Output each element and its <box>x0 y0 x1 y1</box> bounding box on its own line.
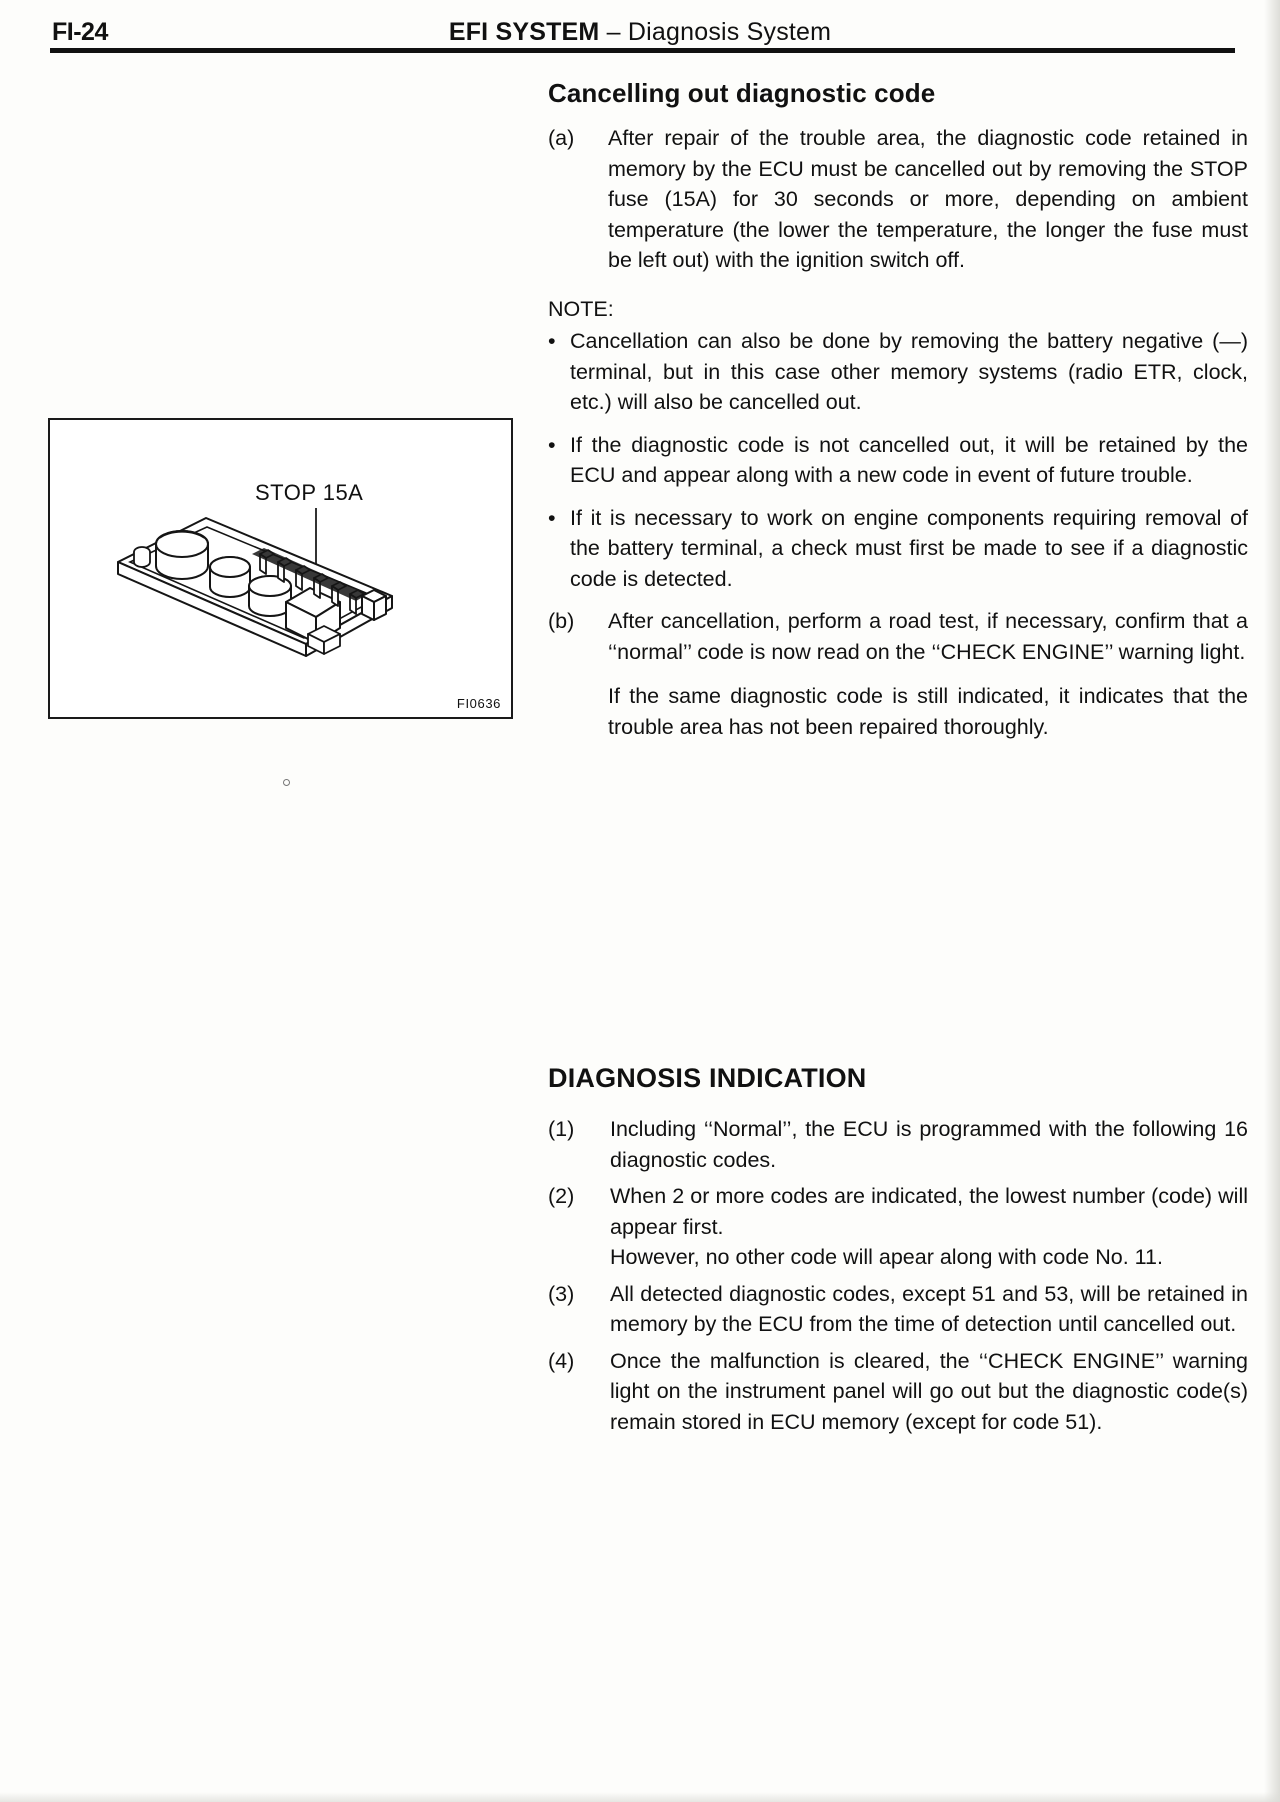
cancelling-heading: Cancelling out diagnostic code <box>548 78 936 108</box>
note-bullet-2-text: If the diagnostic code is not cancelled out, it will be retained by the ECU and appear along with a new code in event of future trouble. <box>570 432 1248 487</box>
fuse-relay-block-icon <box>110 510 400 660</box>
page-number: FI-24 <box>52 18 108 46</box>
bullet-dot-icon: • <box>548 505 556 530</box>
diagnosis-text-3: All detected diagnostic codes, except 51 and 53, will be retained in memory by the ECU from the time of detection until cancelled out. <box>610 1281 1248 1336</box>
list-item-b <box>548 606 1248 742</box>
diagnosis-marker-3: (3) <box>548 1281 575 1306</box>
list-text-b-wrap <box>608 606 1248 742</box>
page-header <box>0 18 1280 62</box>
diagnosis-item-3 <box>548 1279 1248 1340</box>
page-title-system: EFI SYSTEM <box>448 18 600 46</box>
cancelling-section <box>548 78 1248 748</box>
spacer <box>548 282 1248 292</box>
scan-edge-shadow-right <box>1264 0 1280 1802</box>
bullet-dot-icon: • <box>548 432 556 457</box>
header-rule <box>50 48 1235 53</box>
diagnosis-text-2-followup: However, no other code will apear along with code No. 11. <box>610 1245 1163 1269</box>
note-label: NOTE: <box>548 296 614 321</box>
diagnosis-text-2: When 2 or more codes are indicated, the lowest number (code) will appear first. <box>610 1184 1248 1239</box>
figure-stop-fuse <box>48 418 513 719</box>
diagnosis-marker-2: (2) <box>548 1184 575 1208</box>
note-bullet-1-text: Cancellation can also be done by removing the battery negative (—) terminal, but in this case other memory systems (radio ETR, clock, etc.) will also be cancelled out. <box>570 329 1248 414</box>
bullet-dot-icon: • <box>548 329 556 353</box>
list-text-a: After repair of the trouble area, the diagnostic code retained in memory by the ECU must be cancelled out by removing the STOP fuse (15A) for 30 seconds or more, depending on ambient temperature (the lower the temperature, the longer the fuse must be left out) with the ignition switch off. <box>608 126 1248 272</box>
diagnosis-text-2-wrap <box>610 1181 1248 1273</box>
list-item-a <box>548 123 1248 276</box>
diagnosis-heading: DIAGNOSIS INDICATION <box>548 1063 867 1093</box>
note-bullet-3 <box>548 503 1248 595</box>
diagnosis-marker-1: (1) <box>548 1117 575 1141</box>
page-title <box>0 18 1280 47</box>
page-title-dash <box>599 18 606 46</box>
diagnosis-marker-4: (4) <box>548 1348 575 1373</box>
diagnosis-item-1 <box>548 1114 1248 1175</box>
list-text-b: After cancellation, perform a road test, if necessary, confirm that a ‘‘normal’’ code is now read on the ‘‘CHECK ENGINE’’ warning light. <box>608 609 1248 664</box>
note-bullet-3-text: If it is necessary to work on engine components requiring removal of the battery terminal, a check must first be made to see if a diagnostic code is detected. <box>570 505 1248 591</box>
diagnosis-indication-section <box>548 1063 1248 1443</box>
note-bullet-1 <box>548 326 1248 418</box>
scan-edge-shadow-bottom <box>0 1792 1280 1802</box>
list-marker-b: (b) <box>548 609 575 633</box>
figure-id-code: FI0636 <box>456 696 501 711</box>
list-marker-a: (a) <box>548 126 575 150</box>
diagnosis-text-1: Including ‘‘Normal’’, the ECU is programmed with the following 16 diagnostic codes. <box>610 1117 1248 1172</box>
page-title-subsection: Diagnosis System <box>627 18 832 46</box>
diagnosis-item-2 <box>548 1181 1248 1273</box>
page-title-separator: – <box>606 18 621 46</box>
scan-speck <box>283 779 290 786</box>
list-text-b-followup: If the same diagnostic code is still indicated, it indicates that the trouble area has not been repaired thoroughly. <box>608 684 1248 739</box>
figure-callout-label: STOP 15A <box>255 480 364 505</box>
diagnosis-text-4: Once the malfunction is cleared, the ‘‘CHECK ENGINE’’ warning light on the instrument panel will go out but the diagnostic code(s) remain stored in ECU memory (except for code 51). <box>610 1348 1248 1434</box>
note-bullet-2 <box>548 430 1248 491</box>
diagnosis-item-4 <box>548 1346 1248 1438</box>
